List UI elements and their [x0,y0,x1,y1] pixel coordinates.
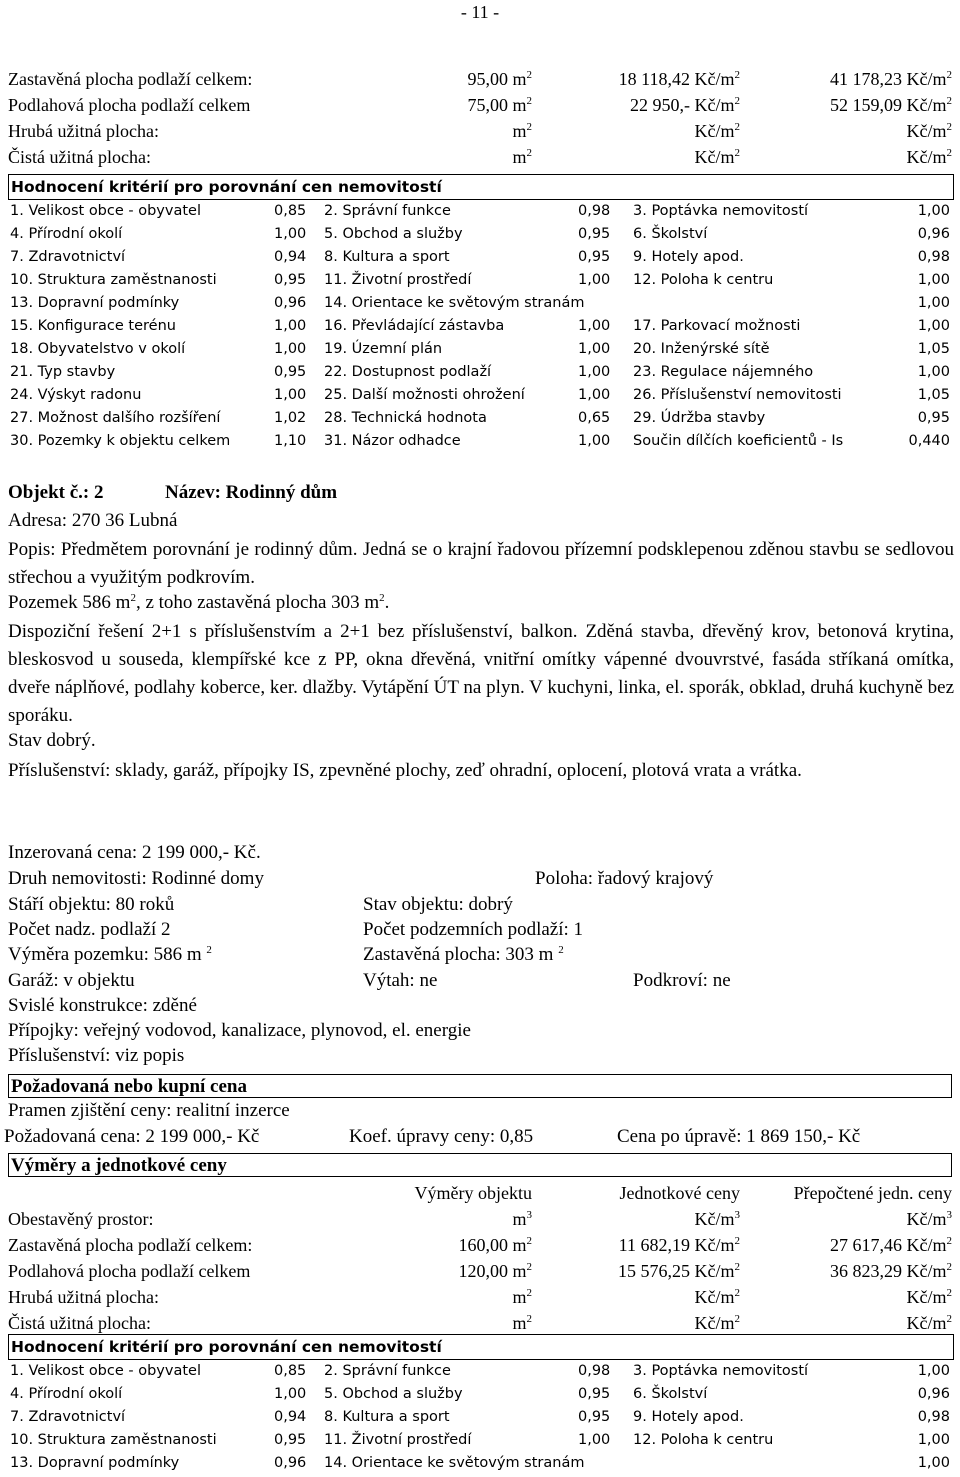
property-location: Poloha: řadový krajový [535,868,714,889]
offered-price: Inzerovaná cena: 2 199 000,- Kč. [8,842,261,863]
criterion-value: 1,00 [578,387,611,403]
row-label: Hrubá užitná plocha: [8,121,159,141]
plot-text-a: Pozemek 586 m [8,592,131,613]
superscript: 3 [734,1209,740,1221]
area-value [467,92,532,118]
unit-price-value [630,92,740,118]
criteria-row [8,1383,954,1406]
criterion-value: 0,98 [578,1363,611,1379]
recalc-price-value [830,1258,952,1284]
criteria-row [8,430,954,453]
sup: 2 [206,944,212,956]
criterion-label: 24. Výskyt radonu [10,387,142,403]
criterion-value: 1,00 [917,272,950,288]
criterion-label: 6. Školství [633,1386,708,1402]
recalc-price-value [830,1232,952,1258]
criterion-value: 1,02 [274,410,307,426]
plot-line [8,592,389,614]
criterion-value: 0,440 [908,433,950,449]
criterion-label: 27. Možnost dalšího rozšíření [10,410,221,426]
criterion-label: 31. Názor odhadce [324,433,461,449]
criterion-label: 3. Poptávka nemovitostí [633,1363,809,1379]
superscript: 2 [526,1313,532,1325]
area-value-text: 120,00 m [458,1261,527,1281]
superscript: 2 [734,95,740,107]
row-label: Zastavěná plocha podlaží celkem: [8,1235,253,1255]
plot-area-text: Výměra pozemku: 586 m [8,944,202,965]
areas-section-heading: Výměry a jednotkové ceny [8,1153,952,1177]
garage: Garáž: v objektu [8,970,135,991]
object-condition: Stav objektu: dobrý [363,894,513,915]
criteria-row [8,246,954,269]
unit-price-value-text: Kč/m [694,121,735,141]
criterion-label: 10. Struktura zaměstnanosti [10,272,217,288]
object-layout-description: Dispoziční řešení 2+1 s příslušenstvím a 2+1 bez příslušenství, balkon. Zděná stavba, dřevěný krov, betonová krytina, bleskosvod u souseda, klempířské kce z PP, okna dřevěná, vnitřní omítky vápenné dvouvrstvé, fasáda stříkaná omítka, dveře náplňové, podlahy koberce, ker. dlažby. Vytápění ÚT na plyn. V kuchyni, linka, el. sporák, obklad, druhá kuchyně bez sporáku. [8,621,954,726]
criterion-label: 5. Obchod a služby [324,1386,463,1402]
unit-price-value-text: Kč/m [694,147,735,167]
criterion-value: 0,96 [274,1455,307,1471]
criterion-label: 11. Životní prostředí [324,1432,472,1448]
plot-text-c: . [384,592,390,613]
criterion-label: 2. Správní funkce [324,203,451,219]
row-label: Podlahová plocha podlaží celkem [8,1261,251,1281]
area-value-text: m [512,1209,527,1229]
superscript: 2 [734,1261,740,1273]
criterion-label: 7. Zdravotnictví [10,1409,126,1425]
superscript: 2 [946,1261,952,1273]
col-header-unit-prices: Jednotkové ceny [619,1183,740,1203]
recalc-price-value [907,1310,953,1336]
criteria-heading: Hodnocení kritérií pro porovnání cen nemovitostí [8,1334,954,1360]
criterion-value: 1,00 [274,226,307,242]
criterion-value: 1,00 [578,433,611,449]
criteria-table-2 [8,1334,954,1475]
criteria-row [8,200,954,223]
area-value-text: m [512,121,527,141]
unit-price-value-text: 15 576,25 Kč/m [618,1261,735,1281]
criterion-label: Součin dílčích koeficientů - Is [633,433,844,449]
sup: 2 [130,592,136,604]
built-area [363,944,564,966]
price-section-heading: Požadovaná nebo kupní cena [8,1074,952,1098]
values-row [8,1284,952,1310]
criterion-value: 0,85 [274,203,307,219]
superscript: 2 [734,69,740,81]
area-value [512,144,532,170]
criterion-label: 9. Hotely apod. [633,249,744,265]
criterion-value: 1,00 [578,341,611,357]
superscript: 2 [946,147,952,159]
criteria-row [8,1360,954,1383]
superscript: 2 [734,121,740,133]
values-header-row [8,1180,952,1206]
criterion-label: 2. Správní funkce [324,1363,451,1379]
superscript: 2 [946,95,952,107]
criterion-label: 10. Struktura zaměstnanosti [10,1432,217,1448]
criterion-value: 1,00 [917,1455,950,1471]
values-row [8,1206,952,1232]
superscript: 3 [526,1209,532,1221]
criterion-label: 13. Dopravní podmínky [10,295,180,311]
unit-price-value [619,1232,740,1258]
unit-price-value [695,1310,741,1336]
price-coefficient: Koef. úpravy ceny: 0,85 [349,1126,534,1147]
criterion-label: 12. Poloha k centru [633,1432,774,1448]
recalc-price-value-text: Kč/m [906,1209,947,1229]
values-table-bottom [8,1180,952,1336]
criterion-label: 26. Příslušenství nemovitosti [633,387,842,403]
criterion-value: 1,00 [917,295,950,311]
criterion-value: 0,95 [917,410,950,426]
criteria-row [8,1406,954,1429]
area-value-text: m [512,1313,527,1333]
superscript: 2 [946,69,952,81]
criterion-value: 1,00 [274,387,307,403]
values-row [8,144,952,170]
criterion-label: 20. Inženýrské sítě [633,341,770,357]
criterion-value: 0,95 [274,272,307,288]
criteria-row [8,269,954,292]
criterion-value: 1,05 [917,341,950,357]
area-value [512,1206,532,1232]
superscript: 3 [946,1209,952,1221]
object-accessories: Příslušenství: sklady, garáž, přípojky IS, zpevněné plochy, zeď ohradní, oplocení, plotová vrata a vrátka. [8,760,802,781]
superscript: 2 [526,69,532,81]
vertical-structures: Svislé konstrukce: zděné [8,995,197,1016]
unit-price-value-text: 18 118,42 Kč/m [618,69,735,89]
area-value-text: 75,00 m [467,95,527,115]
criterion-value: 1,00 [578,272,611,288]
criterion-value: 1,00 [917,1432,950,1448]
criterion-label: 1. Velikost obce - obyvatel [10,203,201,219]
area-value-text: m [512,1287,527,1307]
page-number: - 11 - [460,2,500,22]
area-value-text: 95,00 m [467,69,527,89]
adjusted-price: Cena po úpravě: 1 869 150,- Kč [617,1126,861,1147]
criterion-label: 1. Velikost obce - obyvatel [10,1363,201,1379]
criterion-label: 17. Parkovací možnosti [633,318,801,334]
row-label: Čistá užitná plocha: [8,1313,151,1333]
criteria-row [8,315,954,338]
asked-price: Požadovaná cena: 2 199 000,- Kč [4,1126,260,1147]
unit-price-value [618,1258,740,1284]
superscript: 2 [734,1235,740,1247]
sup: 2 [558,944,564,956]
built-area-text: Zastavěná plocha: 303 m [363,944,554,965]
values-row [8,1310,952,1336]
unit-price-value-text: Kč/m [694,1209,735,1229]
criterion-label: 16. Převládající zástavba [324,318,505,334]
superscript: 2 [734,147,740,159]
unit-price-value-text: 11 682,19 Kč/m [618,1235,735,1255]
values-row [8,118,952,144]
criterion-label: 5. Obchod a služby [324,226,463,242]
area-value-text: m [512,147,527,167]
criterion-label: 9. Hotely apod. [633,1409,744,1425]
criteria-row [8,292,954,315]
row-label: Čistá užitná plocha: [8,147,151,167]
criterion-label: 3. Poptávka nemovitostí [633,203,809,219]
criteria-heading: Hodnocení kritérií pro porovnání cen nemovitostí [8,174,954,200]
criterion-value: 1,10 [274,433,307,449]
criterion-label: 13. Dopravní podmínky [10,1455,180,1471]
criterion-label: 28. Technická hodnota [324,410,487,426]
unit-price-value [695,144,741,170]
criterion-label: 11. Životní prostředí [324,272,472,288]
superscript: 2 [946,1287,952,1299]
object-state: Stav dobrý. [8,730,96,751]
property-type: Druh nemovitosti: Rodinné domy [8,868,264,889]
col-header-areas: Výměry objektu [414,1183,532,1203]
recalc-price-value-text: Kč/m [906,147,947,167]
area-value [512,1284,532,1310]
accessories: Příslušenství: viz popis [8,1045,185,1066]
criterion-value: 1,00 [917,203,950,219]
criterion-label: 18. Obyvatelstvo v okolí [10,341,186,357]
criterion-value: 0,95 [578,1386,611,1402]
area-value [458,1258,532,1284]
values-row [8,92,952,118]
floors-below: Počet podzemních podlaží: 1 [363,919,584,940]
criterion-label: 8. Kultura a sport [324,249,450,265]
price-source: Pramen zjištění ceny: realitní inzerce [8,1100,290,1121]
criterion-label: 15. Konfigurace terénu [10,318,176,334]
criterion-value: 0,94 [274,1409,307,1425]
recalc-price-value [830,92,952,118]
criterion-value: 1,00 [917,364,950,380]
criterion-value: 0,98 [578,203,611,219]
recalc-price-value [830,66,952,92]
criterion-label: 7. Zdravotnictví [10,249,126,265]
criteria-row [8,1429,954,1452]
criterion-value: 0,65 [578,410,611,426]
recalc-price-value-text: 41 178,23 Kč/m [830,69,947,89]
superscript: 2 [526,1235,532,1247]
recalc-price-value [907,1206,953,1232]
superscript: 2 [526,1287,532,1299]
criterion-value: 1,00 [578,364,611,380]
criterion-label: 12. Poloha k centru [633,272,774,288]
criterion-value: 1,00 [274,341,307,357]
superscript: 2 [526,121,532,133]
area-value [467,66,532,92]
object-age: Stáří objektu: 80 roků [8,894,175,915]
criteria-table-1 [8,174,954,453]
criterion-value: 1,00 [917,318,950,334]
criterion-label: 8. Kultura a sport [324,1409,450,1425]
criterion-label: 25. Další možnosti ohrožení [324,387,525,403]
criterion-value: 0,95 [578,1409,611,1425]
criterion-value: 1,05 [917,387,950,403]
criterion-label: 29. Údržba stavby [633,410,766,426]
superscript: 2 [734,1313,740,1325]
values-row [8,66,952,92]
unit-price-value [695,118,741,144]
criterion-label: 4. Přírodní okolí [10,226,123,242]
values-row [8,1232,952,1258]
recalc-price-value-text: Kč/m [906,1287,947,1307]
criterion-label: 23. Regulace nájemného [633,364,814,380]
criteria-row [8,407,954,430]
criterion-value: 0,85 [274,1363,307,1379]
area-value [512,118,532,144]
utilities: Přípojky: veřejný vodovod, kanalizace, plynovod, el. energie [8,1020,471,1041]
unit-price-value [619,66,740,92]
criterion-label: 22. Dostupnost podlaží [324,364,492,380]
recalc-price-value [907,1284,953,1310]
criterion-value: 0,94 [274,249,307,265]
values-row [8,1258,952,1284]
attic: Podkroví: ne [633,970,731,991]
recalc-price-value-text: 27 617,46 Kč/m [830,1235,947,1255]
col-header-recalc-prices: Přepočtené jedn. ceny [793,1183,952,1203]
values-table-top [8,66,952,170]
area-value [512,1310,532,1336]
criterion-value: 1,00 [274,318,307,334]
criterion-label: 30. Pozemky k objektu celkem [10,433,231,449]
criterion-label: 21. Typ stavby [10,364,116,380]
recalc-price-value-text: Kč/m [906,121,947,141]
object-description: Popis: Předmětem porovnání je rodinný dům. Jedná se o krajní řadovou přízemní podsklepenou zděnou stavbu se sedlovou střechou a využitým podkrovím. [8,539,954,588]
criterion-label: 6. Školství [633,226,708,242]
criterion-label: 14. Orientace ke světovým stranám [324,295,585,311]
criterion-value: 0,98 [917,249,950,265]
criterion-value: 1,00 [917,1363,950,1379]
superscript: 2 [526,147,532,159]
criteria-row [8,1452,954,1475]
row-label: Obestavěný prostor: [8,1209,154,1229]
criterion-value: 1,00 [578,1432,611,1448]
criterion-value: 0,95 [578,249,611,265]
criteria-row [8,338,954,361]
recalc-price-value-text: 36 823,29 Kč/m [830,1261,947,1281]
unit-price-value-text: Kč/m [694,1313,735,1333]
row-label: Podlahová plocha podlaží celkem [8,95,251,115]
criterion-label: 4. Přírodní okolí [10,1386,123,1402]
plot-text-b: , z toho zastavěná plocha 303 m [135,592,380,613]
recalc-price-value [907,118,953,144]
plot-area [8,944,212,966]
sup: 2 [379,592,385,604]
superscript: 2 [526,95,532,107]
criterion-value: 0,96 [274,295,307,311]
superscript: 2 [946,1235,952,1247]
unit-price-value-text: 22 950,- Kč/m [630,95,735,115]
unit-price-value-text: Kč/m [694,1287,735,1307]
recalc-price-value-text: Kč/m [906,1313,947,1333]
lift: Výtah: ne [363,970,438,991]
criterion-label: 14. Orientace ke světovým stranám [324,1455,585,1471]
criterion-value: 0,96 [917,226,950,242]
superscript: 2 [946,121,952,133]
criterion-value: 0,95 [578,226,611,242]
criteria-row [8,361,954,384]
recalc-price-value [907,144,953,170]
row-label: Zastavěná plocha podlaží celkem: [8,69,253,89]
area-value [458,1232,532,1258]
criteria-row [8,223,954,246]
superscript: 2 [946,1313,952,1325]
object-name: Název: Rodinný dům [165,482,338,503]
criterion-value: 1,00 [274,1386,307,1402]
unit-price-value [695,1206,741,1232]
recalc-price-value-text: 52 159,09 Kč/m [830,95,947,115]
object-number: Objekt č.: 2 [8,482,104,503]
criterion-label: 19. Územní plán [324,341,443,357]
criterion-value: 0,98 [917,1409,950,1425]
criterion-value: 0,96 [917,1386,950,1402]
criterion-value: 0,95 [274,364,307,380]
object-address: Adresa: 270 36 Lubná [8,510,178,531]
criteria-row [8,384,954,407]
row-label: Hrubá užitná plocha: [8,1287,159,1307]
superscript: 2 [526,1261,532,1273]
floors-above: Počet nadz. podlaží 2 [8,919,171,940]
superscript: 2 [734,1287,740,1299]
criterion-value: 0,95 [274,1432,307,1448]
unit-price-value [695,1284,741,1310]
criterion-value: 1,00 [578,318,611,334]
area-value-text: 160,00 m [458,1235,527,1255]
